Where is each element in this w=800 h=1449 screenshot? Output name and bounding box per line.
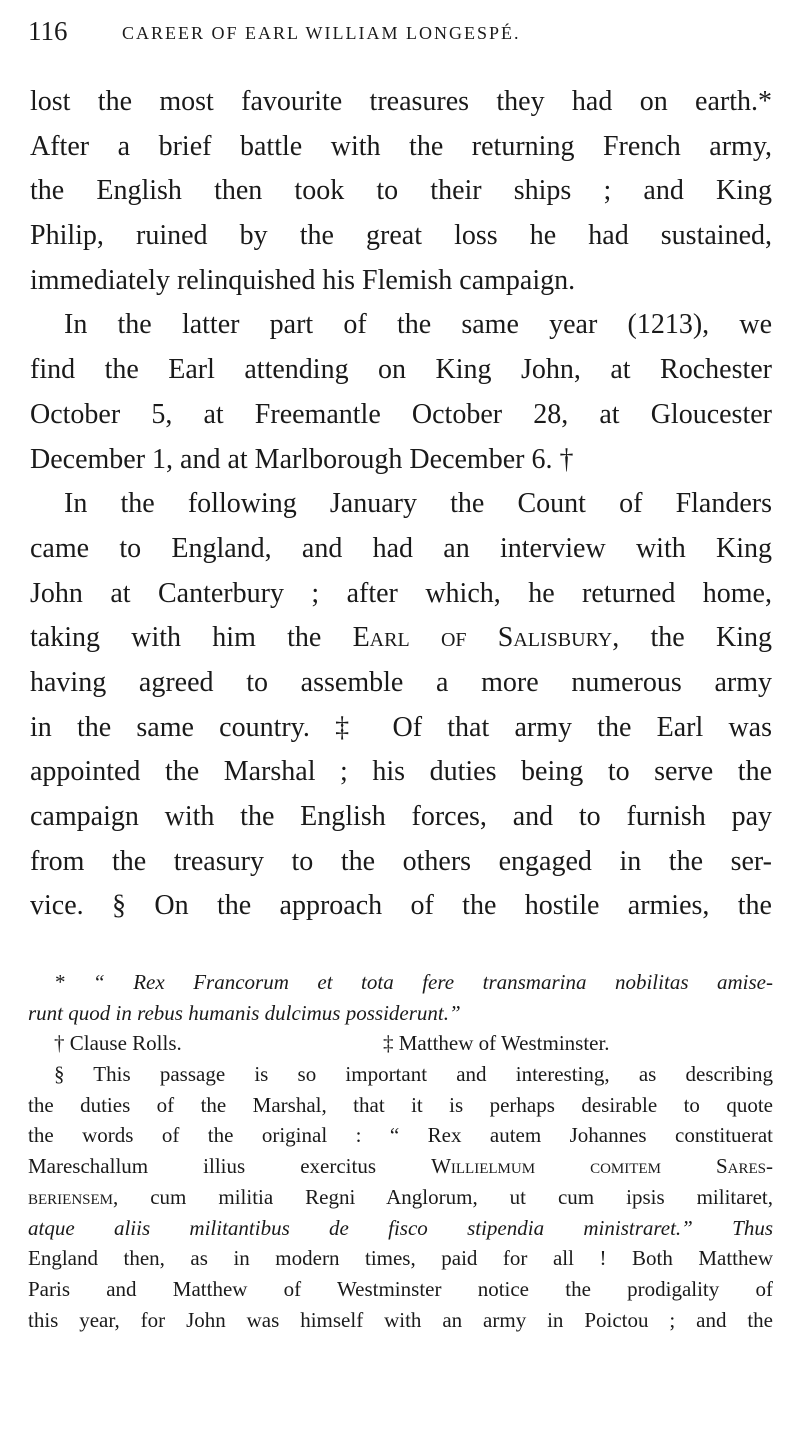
body-line: from the treasury to the others engaged in the ser-: [30, 845, 772, 877]
body-line: October 5, at Freemantle October 28, at Gloucester: [30, 398, 772, 430]
body-line: came to England, and had an interview with King: [30, 532, 772, 564]
body-line: vice. § On the approach of the hostile armies, the: [30, 890, 772, 922]
footnote-section: beriensem, cum militia Regni Anglorum, ut cum ipsis militaret,: [28, 1184, 773, 1209]
body-line: having agreed to assemble a more numerous army: [30, 666, 772, 698]
body-line: campaign with the English forces, and to furnish pay: [30, 801, 772, 832]
body-line: the English then took to their ships ; and King: [30, 175, 772, 207]
footnote-section: this year, for John was himself with an army in Poictou ; and the: [28, 1307, 773, 1332]
body-line: lost the most favourite treasures they had on earth.*: [30, 86, 772, 117]
footnote-section: atque aliis militantibus de fisco stipendia ministraret.” Thus: [28, 1215, 773, 1240]
footnote-section: the words of the original : “ Rex autem Johannes constituerat: [28, 1123, 773, 1148]
body-line: Philip, ruined by the great loss he had sustained,: [30, 220, 772, 252]
page-header: [28, 14, 773, 54]
footnote-dagger-row: [28, 1028, 773, 1059]
page-number: 116: [28, 16, 68, 46]
footnote-section: Paris and Matthew of Westminster notice the prodigality of: [28, 1276, 773, 1301]
body-line: taking with him the Earl of Salisbury, the King: [30, 622, 772, 654]
body-text: [30, 80, 772, 929]
body-line: After a brief battle with the returning French army,: [30, 130, 772, 162]
body-line: In the following January the Count of Flanders: [64, 488, 772, 520]
body-line: find the Earl attending on King John, at Rochester: [30, 354, 772, 386]
footnote-section: the duties of the Marshal, that it is perhaps desirable to quote: [28, 1092, 773, 1117]
body-line: immediately relinquished his Flemish campaign.: [30, 264, 576, 296]
footnote-section: Mareschallum illius exercitus Willielmum comitem Sares-: [28, 1154, 773, 1179]
footnote-double-dagger: ‡ Matthew of Westminster.: [383, 1031, 610, 1056]
body-line: December 1, and at Marlborough December 6. †: [30, 443, 574, 475]
footnote-star-cont: runt quod in rebus humanis dulcimus possiderunt.”: [28, 1000, 461, 1025]
body-line: appointed the Marshal ; his duties being to serve the: [30, 756, 772, 788]
footnote-section: § This passage is so important and interesting, as describing: [54, 1062, 773, 1087]
body-line: in the same country. ‡ Of that army the Earl was: [30, 711, 772, 743]
running-title: CAREER OF EARL WILLIAM LONGESPÉ.: [122, 23, 521, 43]
body-line: In the latter part of the same year (1213), we: [64, 309, 772, 341]
earl-of-salisbury: Earl of Salisbury: [352, 622, 613, 654]
footnote-star: * “ Rex Francorum et tota fere transmarina nobilitas amise-: [54, 970, 773, 994]
footnote-section: England then, as in modern times, paid for all ! Both Matthew: [28, 1246, 773, 1271]
footnotes: [28, 967, 773, 1335]
body-line: John at Canterbury ; after which, he returned home,: [30, 577, 772, 609]
footnote-dagger: † Clause Rolls.: [54, 1031, 182, 1056]
